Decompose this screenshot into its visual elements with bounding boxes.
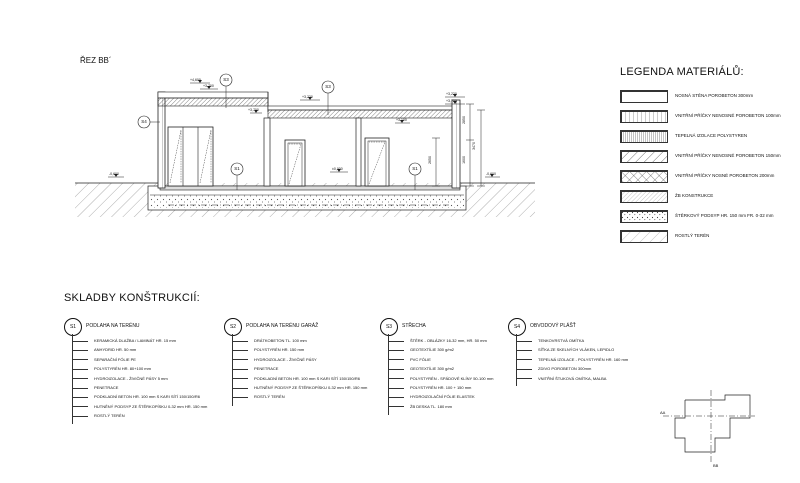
skladba-name: PODLAHA NA TERÉNU (86, 323, 140, 329)
skladba-layer: PVC FÓLIE (410, 355, 493, 364)
exterior-wall-right (452, 100, 460, 188)
level-label: +4,600 (190, 78, 201, 82)
level-label: +3,220 (302, 95, 313, 99)
skladba-layer: ROSTLÝ TERÉN (94, 411, 207, 420)
skladba-layer: POLYSTYRÉN HR. 150 mm (254, 345, 367, 354)
legend-item (620, 110, 800, 124)
skladba-layer: TENKOVRSTVÁ OMÍTKA (538, 336, 628, 345)
skladba-items (410, 336, 493, 411)
skladba-layer: PENETRACE (254, 364, 367, 373)
skladba-layer: ŠTĚRK - OBLÁZKY 16-32 mm, HR. 50 mm (410, 336, 493, 345)
level-label: -0,600 (486, 172, 496, 176)
skladba-code-badge: S3 (380, 318, 398, 336)
swatch-vertical-lines (620, 110, 668, 123)
skladba-layer: HYDROIZOLAČNÍ FÓLIE ELASTEK (410, 392, 493, 401)
legend-item (620, 210, 800, 224)
skladba-layer: KERAMICKÁ DLAŽBA / LAMINÁT HR. 15 mm (94, 336, 207, 345)
swatch-soil (620, 230, 668, 243)
legend-item-label: VNITŘNÍ PŘÍČKY NENOSNÉ POROBETON 100mm (675, 113, 781, 118)
skladba-s2 (224, 318, 394, 448)
legend-item-label: ŽB KONSTRUKCE (675, 193, 714, 198)
skladba-items (94, 336, 207, 421)
swatch-diagonal (620, 150, 668, 163)
terrace-door (168, 127, 213, 186)
partition-wall-1 (264, 118, 270, 186)
skladba-code-badge: S2 (224, 318, 242, 336)
partition-wall-2 (356, 118, 361, 186)
skladba-s1 (64, 318, 234, 448)
level-label: +3,700 (248, 108, 259, 112)
skladba-name: STŘECHA (402, 323, 426, 329)
dimension-label: 1600 (461, 156, 466, 164)
legend (620, 90, 800, 240)
level-label: +3,220 (446, 92, 457, 96)
legend-item-label: ROSTLÝ TERÉN (675, 233, 710, 238)
callout-s4: S4 (141, 119, 147, 124)
legend-item (620, 130, 800, 144)
key-plan-label-aa: AA (660, 410, 666, 415)
interior-door-1 (285, 140, 305, 186)
level-label: +3,700 (446, 99, 457, 103)
dimension-label: 3470 (471, 142, 476, 150)
swatch-fine-diagonal (620, 190, 668, 203)
skladba-layer: HYDROIZOLACE - ŽIVIČNÉ PÁSY 5 mm (94, 374, 207, 383)
interior-door-2 (365, 138, 389, 186)
skladba-layer: SÍŤKA ZE SKELNÝCH VLÁKEN, LEPIDLO (538, 345, 628, 354)
level-label: +3,700 (203, 84, 214, 88)
swatch-gravel (620, 210, 668, 223)
legend-item (620, 190, 800, 204)
skladba-layer: TEPELNÁ IZOLACE - POLYSTYRÉN HR. 160 mm (538, 355, 628, 364)
skladba-layer: PODKLADNÍ BETON HR. 100 mm S KARI SÍTÍ 150/150/R6 (94, 392, 207, 401)
swatch-cross-hatch (620, 170, 668, 183)
skladba-layer: ŽB DESKA TL. 180 mm (410, 402, 493, 411)
skladba-layer: POLYSTYRÉN HR. 80+100 mm (94, 364, 207, 373)
skladba-layer: ZDIVO POROBETON 300mm (538, 364, 628, 373)
skladba-s4 (508, 318, 678, 448)
legend-item-label: ŠTĚRKOVÝ PODSYP HR. 150 mm FR. 0-32 mm (675, 213, 774, 218)
level-label: -0,600 (109, 172, 119, 176)
legend-item-label: VNITŘNÍ PŘÍČKY NENOSNÉ POROBETON 150mm (675, 153, 781, 158)
skladba-code-badge: S4 (508, 318, 526, 336)
key-plan-label-bb: BB (713, 463, 719, 468)
skladby-title: SKLADBY KONŠTRUKCIÍ: (64, 292, 200, 304)
callout-s1-a: S1 (234, 166, 240, 171)
legend-item (620, 150, 800, 164)
callout-s1-b: S1 (412, 166, 418, 171)
skladba-code-badge: S1 (64, 318, 82, 336)
skladba-layer: POLYSTYRÉN HR. 100 + 150 mm (410, 383, 493, 392)
skladba-layer: SEPARAČNÍ FÓLIE PE (94, 355, 207, 364)
legend-item-label: VNITŘNÍ PŘÍČKY NOSNÉ POROBETON 200mm (675, 173, 775, 178)
skladba-rail (388, 334, 389, 415)
skladba-layer: POLYSTYRÉN - SPÁDOVÉ KLÍNY 50-100 mm (410, 374, 493, 383)
skladba-layer: PODKLADNÍ BETON HR. 100 mm S KARI SÍTÍ 150/150/R6 (254, 374, 367, 383)
section-title: ŘEZ BB´ (80, 56, 112, 65)
skladba-name: PODLAHA NA TERÉNU GARÁŽ (246, 323, 319, 329)
skladba-items (254, 336, 367, 402)
level-label: ±0,000 (332, 167, 343, 171)
skladba-layer: PENETRACE (94, 383, 207, 392)
legend-item (620, 170, 800, 184)
legend-item (620, 90, 800, 104)
exterior-wall-left (158, 92, 165, 188)
skladba-layer: GEOTEXTÍLIE 300 g/m2 (410, 364, 493, 373)
level-label: +3,100 (396, 118, 407, 122)
skladba-name: OBVODOVÝ PLÁŠŤ (530, 323, 576, 329)
skladba-rail (232, 334, 233, 406)
swatch-dense-lines (620, 130, 668, 143)
skladba-layer: GEOTEXTÍLIE 300 g/m2 (410, 345, 493, 354)
skladba-layer: HUTNĚNÝ PODSYP ZE ŠTĚRKOPÍSKU 0-32 mm HR. 150 mm (254, 383, 367, 392)
roof-low (268, 106, 455, 118)
skladba-layer: VNITŘNÍ ŠTUKOVÁ OMÍTKA, MALBA (538, 374, 628, 383)
dimension-label: 2650 (427, 156, 432, 164)
legend-title: LEGENDA MATERIÁLŮ: (620, 66, 744, 78)
skladba-items (538, 336, 628, 383)
legend-item-label: NOSNÁ STĚNA POROBETON 300mm (675, 93, 754, 98)
legend-item-label: TEPELNÁ IZOLACE POLYSTYREN (675, 133, 748, 138)
swatch-blank (620, 90, 668, 103)
dimension-label: 2850 (461, 116, 466, 124)
skladba-layer: HUTNĚNÝ PODSYP ZE ŠTĚRKOPÍSKU 0-32 mm HR. 150 mm (94, 402, 207, 411)
callout-s3-b: S3 (325, 84, 331, 89)
skladba-layer: ANHYDRID HR. 50 mm (94, 345, 207, 354)
callout-s3-a: S3 (223, 77, 229, 82)
skladba-layer: ROSTLÝ TERÉN (254, 392, 367, 401)
key-plan (655, 390, 765, 470)
legend-item (620, 230, 800, 244)
skladba-layer: DRÁTKOBETON TL. 100 mm (254, 336, 367, 345)
skladba-layer: HYDROIZOLACE - ŽIVIČNÉ PÁSY (254, 355, 367, 364)
